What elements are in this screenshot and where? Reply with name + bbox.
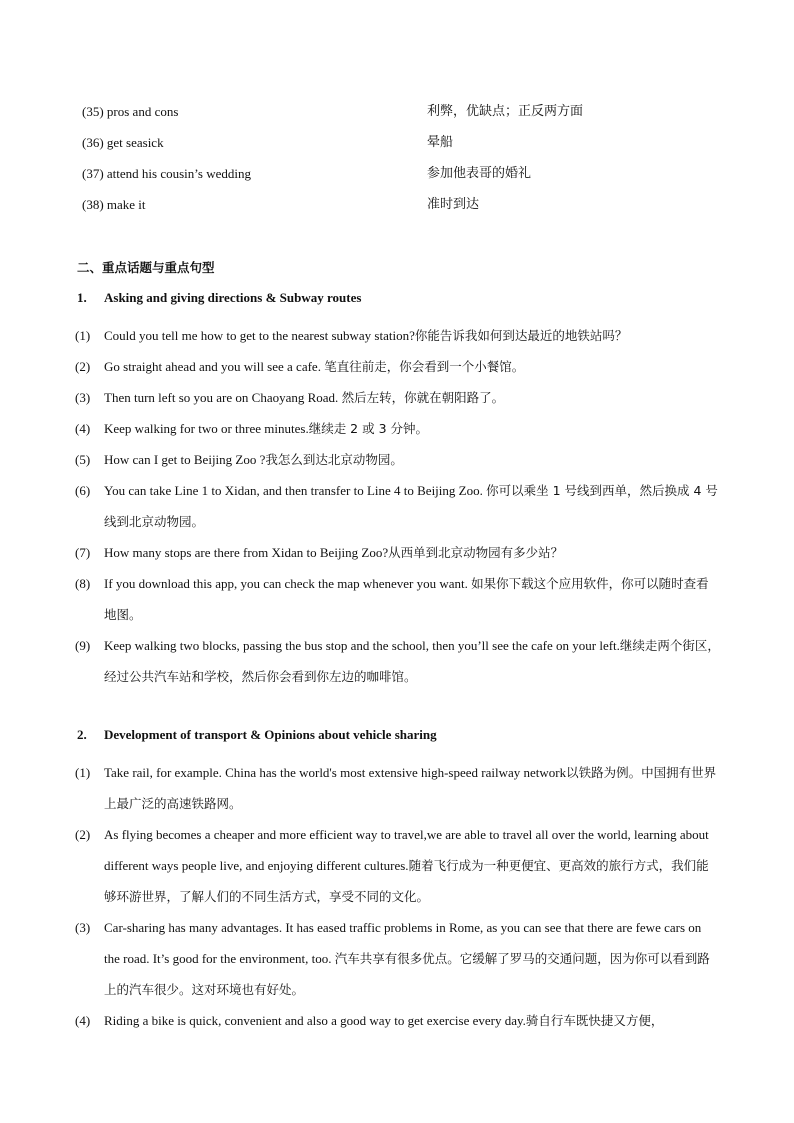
- list-item: [75, 757, 720, 819]
- vocab-row: [82, 195, 722, 226]
- section-heading: 二、重点话题与重点句型: [77, 260, 215, 275]
- vocab-chinese: 准时到达: [427, 197, 480, 212]
- item-chinese: 如果你下载这个应用软件，你可以随时查看地图。: [104, 576, 709, 622]
- vocab-chinese: 晕船: [427, 135, 454, 150]
- item-index: (2): [75, 827, 91, 842]
- list-item: [75, 819, 720, 912]
- item-text: [104, 757, 720, 819]
- vocab-english: (37) attend his cousin’s wedding: [82, 166, 251, 181]
- item-index: (3): [75, 390, 91, 405]
- item-english: Go straight ahead and you will see a cafe.: [104, 359, 325, 374]
- item-english: Take rail, for example. China has the world's most extensive high-speed railway network: [104, 765, 567, 780]
- vocab-row: [82, 133, 722, 164]
- item-english: Car-sharing has many advantages. It has eased traffic problems in Rome, as you can see that there are fewe cars on the road. It’s good for the environment, too.: [104, 920, 702, 966]
- item-english: Could you tell me how to get to the nearest subway station?: [104, 328, 415, 343]
- sentence-list: [75, 757, 720, 1036]
- list-item: [75, 1005, 720, 1036]
- item-text: [104, 351, 720, 382]
- item-index: (7): [75, 545, 91, 560]
- item-chinese: 继续走 2 或 3 分钟。: [308, 421, 429, 436]
- item-text: [104, 819, 720, 912]
- vocab-english: (38) make it: [82, 197, 146, 212]
- topic-title-text: Development of transport & Opinions about vehicle sharing: [104, 727, 437, 742]
- item-english: Keep walking for two or three minutes.: [104, 421, 309, 436]
- list-item: [75, 475, 720, 537]
- vocab-list: [82, 102, 722, 226]
- item-text: [104, 912, 720, 1005]
- item-text: [104, 537, 720, 568]
- item-text: [104, 382, 720, 413]
- item-text: [104, 630, 720, 692]
- list-item: [75, 413, 720, 444]
- vocab-english: (35) pros and cons: [82, 104, 179, 119]
- item-text: [104, 413, 720, 444]
- vocab-chinese: 参加他表哥的婚礼: [427, 166, 532, 181]
- topic-title: [77, 290, 361, 306]
- item-index: (9): [75, 638, 91, 653]
- list-item: [75, 630, 720, 692]
- item-chinese: 继续走两个街区，经过公共汽车站和学校，然后你会看到你左边的咖啡馆。: [104, 638, 720, 684]
- list-item: [75, 444, 720, 475]
- item-english: How many stops are there from Xidan to Beijing Zoo?: [104, 545, 389, 560]
- item-english: As flying becomes a cheaper and more efficient way to travel,we are able to travel all over the world, learning about different ways people live, and enjoying different cultures.: [104, 827, 709, 873]
- list-item: [75, 382, 720, 413]
- sentence-list: [75, 320, 720, 692]
- list-item: [75, 568, 720, 630]
- item-index: (4): [75, 1013, 91, 1028]
- item-english: You can take Line 1 to Xidan, and then transfer to Line 4 to Beijing Zoo.: [104, 483, 487, 498]
- item-text: [104, 444, 720, 475]
- vocab-row: [82, 164, 722, 195]
- item-index: (3): [75, 920, 91, 935]
- item-chinese: 以铁路为例。中国拥有世界上最广泛的高速铁路网。: [104, 765, 717, 811]
- item-text: [104, 320, 720, 351]
- item-english: If you download this app, you can check the map whenever you want.: [104, 576, 472, 591]
- item-chinese: 我怎么到达北京动物园。: [265, 452, 403, 467]
- item-index: (4): [75, 421, 91, 436]
- topic-title: [77, 727, 437, 743]
- item-index: (2): [75, 359, 91, 374]
- vocab-english: (36) get seasick: [82, 135, 164, 150]
- list-item: [75, 912, 720, 1005]
- item-chinese: 然后左转，你就在朝阳路了。: [341, 390, 505, 405]
- item-english: Riding a bike is quick, convenient and also a good way to get exercise every day.: [104, 1013, 526, 1028]
- item-index: (8): [75, 576, 91, 591]
- item-index: (1): [75, 328, 91, 343]
- item-index: (6): [75, 483, 91, 498]
- list-item: [75, 351, 720, 382]
- vocab-row: [82, 102, 722, 133]
- vocab-chinese: 利弊，优缺点；正反两方面: [427, 104, 584, 119]
- item-text: [104, 475, 720, 537]
- item-chinese: 你可以乘坐 1 号线到西单，然后换成 4 号线到北京动物园。: [104, 483, 718, 529]
- item-index: (5): [75, 452, 91, 467]
- item-chinese: 骑自行车既快捷又方便，: [525, 1013, 664, 1028]
- list-item: [75, 537, 720, 568]
- item-english: Keep walking two blocks, passing the bus stop and the school, then you’ll see the cafe on your left.: [104, 638, 620, 653]
- item-chinese: 笔直往前走，你会看到一个小餐馆。: [324, 359, 525, 374]
- item-english: Then turn left so you are on Chaoyang Road.: [104, 390, 342, 405]
- item-chinese: 从西单到北京动物园有多少站？: [388, 545, 564, 560]
- item-english: How can I get to Beijing Zoo ?: [104, 452, 266, 467]
- item-chinese: 随着飞行成为一种更便宜、更高效的旅行方式，我们能够环游世界，了解人们的不同生活方式，享受不同的文化。: [104, 858, 709, 904]
- item-index: (1): [75, 765, 91, 780]
- topic-number: 1.: [77, 290, 87, 305]
- list-item: [75, 320, 720, 351]
- topic-number: 2.: [77, 727, 87, 742]
- item-chinese: 你能告诉我如何到达最近的地铁站吗？: [414, 328, 628, 343]
- topic-title-text: Asking and giving directions & Subway routes: [104, 290, 362, 305]
- item-chinese: 汽车共享有很多优点。它缓解了罗马的交通问题，因为你可以看到路上的汽车很少。这对环境也有好处。: [104, 951, 710, 997]
- item-text: [104, 568, 720, 630]
- item-text: [104, 1005, 720, 1036]
